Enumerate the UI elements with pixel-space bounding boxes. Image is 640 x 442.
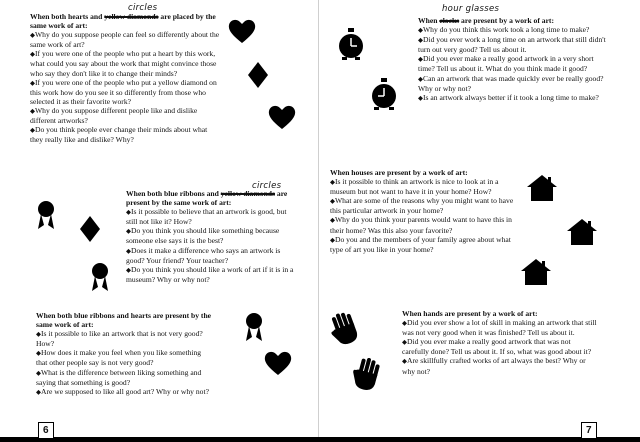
page-bottom-edge	[0, 437, 640, 442]
question-item: ◆ Is an artwork always better if it took a long time to make?	[418, 93, 612, 103]
handwritten-annotation: circles	[252, 181, 282, 191]
ribbon-icon	[244, 312, 264, 342]
heart-icon	[268, 104, 296, 130]
page-number: 6	[38, 422, 54, 439]
section-hearts-diamonds	[30, 12, 222, 144]
section-title: When houses are present by a work of art:	[330, 168, 468, 177]
question-item: ◆ Why do you think your parents would want to have this in their home? Was this also your favorite?	[330, 215, 518, 234]
question-item: ◆ Do you think people ever change their minds about what they really like and dislike? Why?	[30, 125, 222, 144]
question-item: ◆ If you were one of the people who put a heart by this work, what could you say about the work that might convince those who say they don't like it to change their minds?	[30, 49, 222, 77]
question-item: ◆ Are skillfully crafted works of art always the best? Why or why not?	[402, 356, 598, 375]
section-title	[30, 12, 222, 30]
ribbon-icon	[36, 200, 56, 230]
title-text: are present by a work of art:	[459, 16, 554, 25]
question-item: ◆ Did you ever show a lot of skill in making an artwork that still was not very good when it was finished? Tell us about it.	[402, 318, 598, 337]
section-hands	[402, 309, 598, 376]
question-item: ◆ If you were one of the people who put a yellow diamond on this work how do you see it so differently from those who selected it as their favorite work?	[30, 78, 222, 106]
section-ribbons-diamonds	[126, 189, 298, 284]
question-item: ◆ Did you ever work a long time on an artwork that still didn't turn out very good? Tell us about it.	[418, 35, 612, 54]
question-item: ◆ Did you ever make a really good artwork in a very short time? Tell us about it. What do you think made it good?	[418, 54, 612, 73]
page-number: 7	[581, 422, 597, 439]
question-item: ◆ Is it possible to like an artwork that is not very good? How?	[36, 329, 214, 348]
house-icon	[526, 174, 558, 202]
title-text: are present by the same work of art:	[126, 189, 288, 208]
section-title: When hands are present by a work of art:	[402, 309, 538, 318]
title-text: are placed by the same work of art:	[30, 12, 216, 31]
section-ribbons-hearts	[36, 311, 214, 397]
heart-icon	[228, 18, 256, 44]
hand-icon	[352, 358, 382, 392]
question-item: ◆ Why do you suppose different people like and dislike different artworks?	[30, 106, 222, 125]
struck-word: yellow diamonds	[104, 12, 159, 21]
struck-word: clocks	[439, 16, 460, 25]
title-text: When	[418, 16, 438, 25]
question-item: ◆ What is the difference between liking something and saying that something is good?	[36, 368, 214, 387]
clock-icon	[370, 78, 398, 110]
heart-icon	[264, 350, 292, 376]
struck-word: yellow diamonds	[220, 189, 275, 198]
diamond-icon	[80, 216, 100, 242]
question-item: ◆ Is it possible to believe that an artwork is good, but still not like it? How?	[126, 207, 298, 226]
question-item: ◆ Is it possible to think an artwork is nice to look at in a museum but not want to have it in your home? How?	[330, 177, 518, 196]
ribbon-icon	[90, 262, 110, 292]
clock-icon	[338, 28, 364, 60]
question-item: ◆ Do you think you should like a work of art if it is in a museum? Why or why not?	[126, 265, 298, 284]
handwritten-annotation: circles	[128, 3, 158, 13]
diamond-icon	[248, 62, 268, 88]
section-houses	[330, 168, 518, 254]
page-gutter	[318, 0, 319, 442]
title-text: When both hearts and	[30, 12, 103, 21]
question-item: ◆ What are some of the reasons why you might want to have this particular artwork in your home?	[330, 196, 518, 215]
question-item: ◆ Did you ever make a really good artwork that was not carefully done? Tell us about it. If so, what was good about it?	[402, 337, 598, 356]
house-icon	[566, 218, 598, 246]
question-item: ◆ Does it make a difference who says an artwork is good? Your friend? Your teacher?	[126, 246, 298, 265]
question-item: ◆ Can an artwork that was made quickly ever be really good? Why or why not?	[418, 74, 612, 93]
section-clocks	[418, 16, 612, 103]
question-item: ◆ Do you think you should like something because someone else says it is the best?	[126, 226, 298, 245]
question-item: ◆ How does it make you feel when you like something that other people say is not very good?	[36, 348, 214, 367]
hand-icon	[330, 312, 360, 346]
title-text: When both blue ribbons and	[126, 189, 219, 198]
section-title	[418, 16, 612, 25]
handwritten-annotation: hour glasses	[442, 4, 500, 14]
question-item: ◆ Why do you suppose people can feel so differently about the same work of art?	[30, 30, 222, 49]
question-item: ◆ Why do you think this work took a long time to make?	[418, 25, 612, 35]
section-title	[126, 189, 298, 207]
question-item: ◆ Do you and the members of your family agree about what type of art you like in your home?	[330, 235, 518, 254]
house-icon	[520, 258, 552, 286]
section-title: When both blue ribbons and hearts are present by the same work of art:	[36, 311, 212, 330]
question-item: ◆ Are we supposed to like all good art? Why or why not?	[36, 387, 214, 397]
